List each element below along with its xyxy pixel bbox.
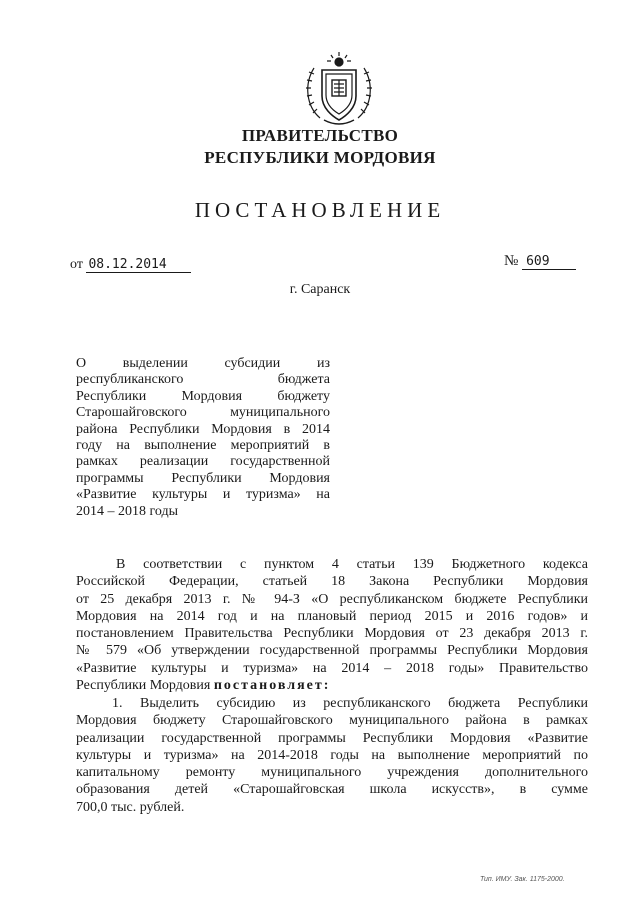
subject-line: 2014 – 2018 годы — [76, 503, 179, 519]
coat-of-arms-emblem — [298, 48, 380, 130]
date-line — [70, 257, 191, 273]
subject-line: рамках реализации государственной — [76, 454, 330, 470]
preamble-line: Мордовия на 2014 год и на плановый период 2015 и 2016 годов» и — [76, 608, 588, 624]
item-line: культуры и туризма» на 2014-2018 годы на выполнение мероприятий по — [76, 747, 588, 763]
decree-subject — [76, 356, 330, 520]
date-prefix: от — [70, 257, 83, 272]
document-type-title: ПОСТАНОВЛЕНИЕ — [194, 198, 446, 222]
resolves-keyword: постановляет: — [213, 678, 331, 694]
decree-date: 08.12.2014 — [86, 257, 190, 273]
subject-line: программы Республики Мордовия — [76, 470, 330, 486]
preamble-line: В соответствии с пунктом 4 статьи 139 Бюджетного кодекса — [116, 557, 588, 572]
preamble-last-line — [76, 677, 588, 694]
preamble-line: от 25 декабря 2013 г. № 94-З «О республиканском бюджете Республики — [76, 591, 588, 607]
item-line: 700,0 тыс. рублей. — [76, 799, 185, 815]
preamble-line: Российской Федерации, статьей 18 Закона Республики Мордовия — [76, 574, 588, 590]
decree-number: 609 — [522, 254, 575, 270]
number-line — [504, 253, 576, 270]
number-prefix: № — [504, 253, 519, 269]
subject-line: Старошайговского муниципального — [76, 405, 330, 421]
item-1-paragraph — [76, 695, 588, 816]
city-location: г. Саранск — [289, 282, 351, 297]
item-line: 1. Выделить субсидию из республиканского бюджета Республики — [112, 696, 588, 711]
item-line: реализации государственной программы Республики Мордовия «Развитие — [76, 730, 588, 746]
preamble-paragraph — [76, 556, 588, 694]
subject-line: О выделении субсидии из — [76, 356, 330, 371]
subject-line: республиканского бюджета — [76, 372, 330, 388]
subject-line: района Республики Мордовия в 2014 — [76, 421, 330, 437]
government-title: ПРАВИТЕЛЬСТВО — [241, 126, 399, 145]
item-line: Мордовия бюджету Старошайговского муниципального района в рамках — [76, 713, 588, 729]
republic-title: РЕСПУБЛИКИ МОРДОВИЯ — [204, 148, 436, 167]
preamble-line: постановлением Правительства Республики Мордовия от 23 декабря 2013 г. — [76, 626, 588, 642]
preamble-line: № 579 «Об утверждении государственной программы Республики Мордовия — [76, 643, 588, 659]
printer-mark: Тип. ИМУ. Зак. 1175-2000. — [480, 876, 565, 883]
subject-line: Республики Мордовия бюджету — [76, 388, 330, 404]
preamble-last-text: Республики Мордовия — [76, 678, 214, 694]
subject-line: «Развитие культуры и туризма» на — [76, 487, 330, 503]
subject-line: году на выполнение мероприятий в — [76, 438, 330, 454]
item-line: образования детей «Старошайговская школа искусств», в сумме — [76, 782, 588, 798]
item-line: капитальному ремонту муниципального учреждения дополнительного — [76, 765, 588, 781]
preamble-line: «Развитие культуры и туризма» на 2014 – 2018 годы» Правительство — [76, 660, 588, 676]
